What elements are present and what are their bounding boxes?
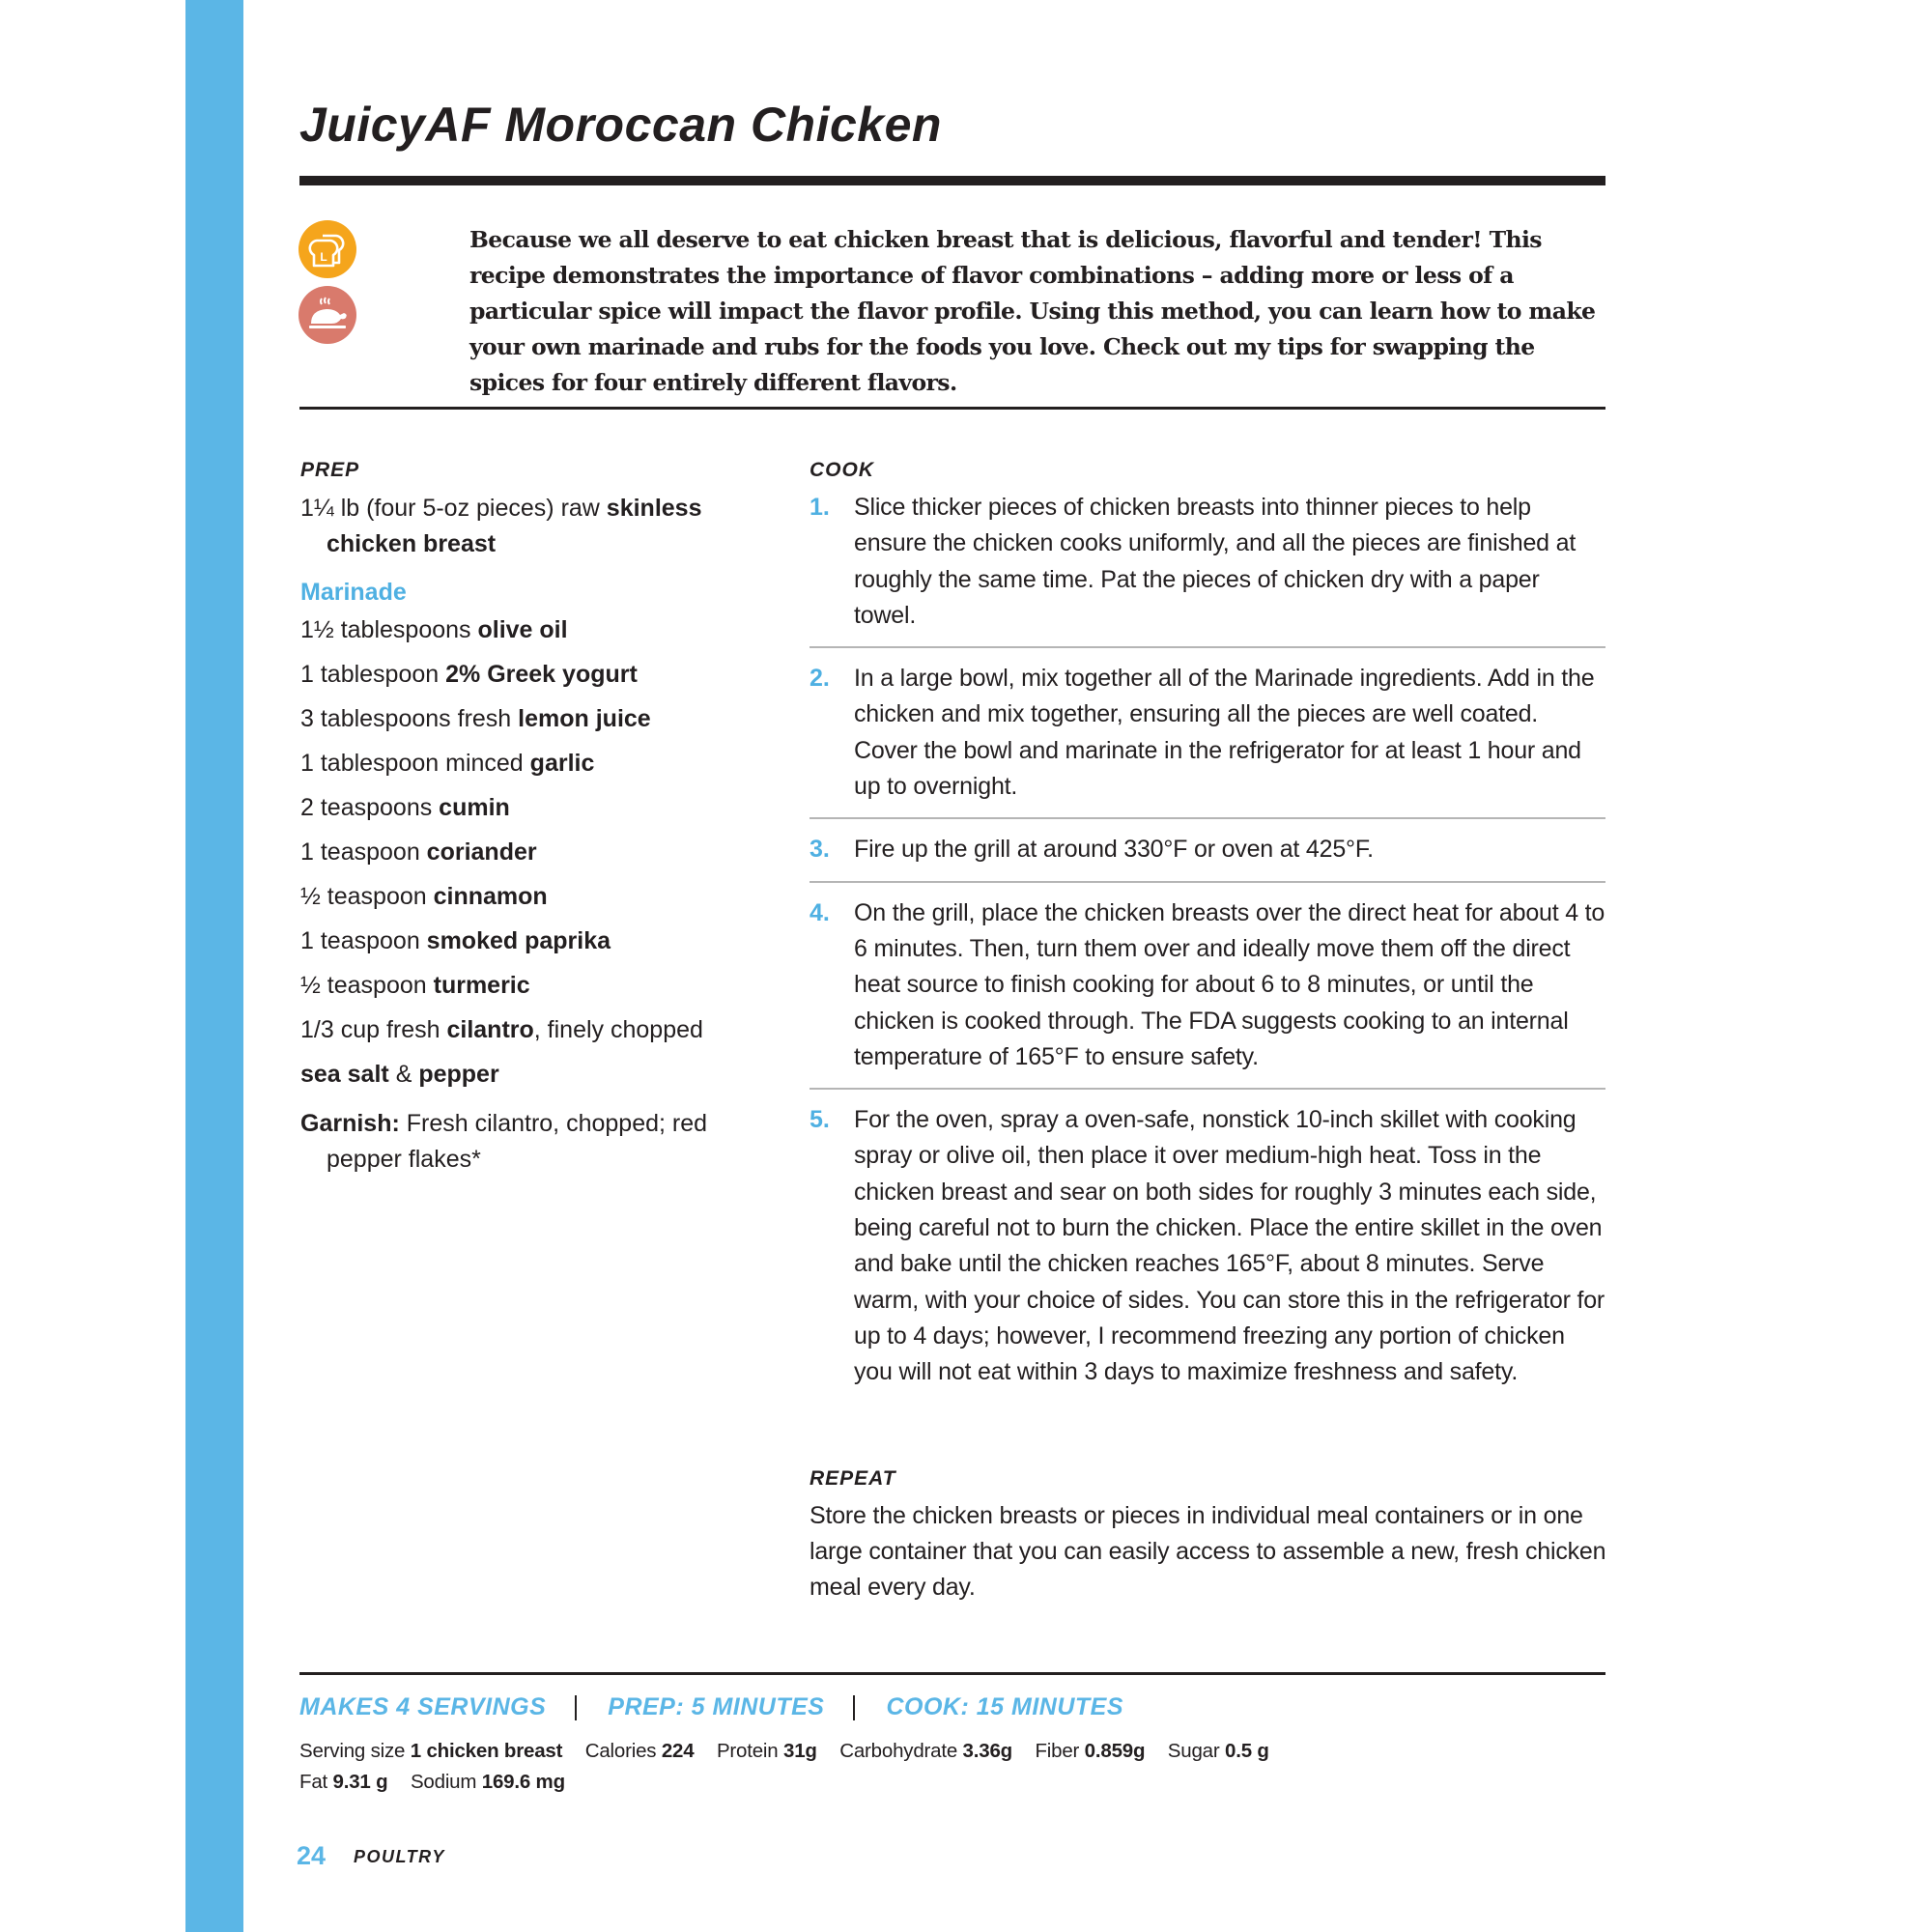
step-text: On the grill, place the chicken breasts over the direct heat for about 4 to 6 minutes. Then, turn them over and ideally move them off the direct heat source to finish cooking for about 6 to 8 minutes, or until the chicken is cooked through. The FDA suggests cooking to an internal temperature of 165°F to ensure safety. bbox=[854, 898, 1605, 1070]
nutrition-item: Sodium 169.6 mg bbox=[410, 1771, 565, 1793]
marinade-list bbox=[300, 612, 764, 1048]
marinade-ingredient: 1 teaspoon smoked paprika bbox=[300, 927, 611, 954]
marinade-heading: Marinade bbox=[300, 579, 407, 606]
lunch-letter: L bbox=[320, 250, 327, 264]
nutrition-item: Sugar 0.5 g bbox=[1167, 1740, 1269, 1762]
nutrition-item: Protein 31g bbox=[716, 1740, 817, 1762]
ingredients-list bbox=[300, 491, 764, 1186]
recipe-intro: Because we all deserve to eat chicken breast that is delicious, flavorful and tender! This recipe demonstrates the importance of flavor combinations – adding more or less of a particular spice will impact the flavor profile. Using this method, you can learn how to make your own marinade and rubs for the foods you love. Check out my tips for swapping the spices for four entirely different flavors. bbox=[469, 226, 1596, 396]
intro-divider bbox=[299, 407, 1605, 410]
step-text: In a large bowl, mix together all of the Marinade ingredients. Add in the chicken and mix together, ensuring all the pieces are well coated. Cover the bowl and marinate in the refrigerator for at least 1 hour and up to overnight. bbox=[854, 665, 1595, 801]
marinade-ingredient: ½ teaspoon cinnamon bbox=[300, 883, 548, 910]
step-text: For the oven, spray a oven-safe, nonstick 10-inch skillet with cooking spray or olive oil, then place it over medium-high heat. Toss in the chicken breast and sear on both sides for roughly 3 minutes each side, being careful not to burn the chicken. Place the entire skillet in the oven and bake until the chicken reaches 165°F, about 8 minutes. Serve warm, with your choice of sides. You can store this in the refrigerator for up to 4 days; however, I recommend freezing any portion of chicken you will not eat within 3 days to maximize freshness and safety. bbox=[854, 1106, 1605, 1386]
page-section: POULTRY bbox=[354, 1847, 445, 1866]
footer-divider bbox=[299, 1672, 1605, 1675]
cook-time: COOK: 15 MINUTES bbox=[886, 1693, 1124, 1720]
cook-step bbox=[810, 832, 1605, 882]
nutrition-item: Calories 224 bbox=[584, 1740, 695, 1762]
marinade-ingredient: 2 teaspoons cumin bbox=[300, 794, 510, 821]
cook-heading: COOK bbox=[810, 459, 874, 481]
step-text: Slice thicker pieces of chicken breasts into thinner pieces to help ensure the chicken cooks uniformly, and all the pieces are finished at roughly the same time. Pat the pieces of chicken dry with a paper towel. bbox=[854, 494, 1577, 629]
roast-chicken-icon bbox=[305, 295, 350, 335]
marinade-ingredient: 1½ tablespoons olive oil bbox=[300, 616, 568, 643]
servings: MAKES 4 SERVINGS bbox=[299, 1693, 547, 1720]
prep-heading: PREP bbox=[300, 459, 360, 481]
cook-step bbox=[810, 490, 1605, 648]
cook-step bbox=[810, 661, 1605, 819]
meta-separator bbox=[575, 1695, 577, 1720]
cook-step bbox=[810, 1102, 1605, 1403]
nutrition-item: Carbohydrate 3.36g bbox=[839, 1740, 1012, 1762]
poultry-icon bbox=[298, 286, 356, 344]
marinade-ingredient: ½ teaspoon turmeric bbox=[300, 972, 530, 999]
step-number: 5. bbox=[810, 1106, 830, 1134]
repeat-heading: REPEAT bbox=[810, 1467, 896, 1490]
marinade-ingredient: 1 tablespoon 2% Greek yogurt bbox=[300, 661, 638, 688]
recipe-meta bbox=[299, 1693, 1123, 1721]
prep-time: PREP: 5 MINUTES bbox=[608, 1693, 825, 1720]
nutrition-facts bbox=[299, 1736, 1459, 1798]
repeat-text: Store the chicken breasts or pieces in individual meal containers or in one large container that you can easily access to assemble a new, fresh chicken meal every day. bbox=[810, 1502, 1606, 1601]
ingredient-seasoning: sea salt & pepper bbox=[300, 1061, 499, 1088]
step-number: 2. bbox=[810, 665, 830, 693]
step-number: 3. bbox=[810, 836, 830, 864]
page-number: 24 bbox=[297, 1841, 327, 1870]
bread-icon bbox=[308, 230, 347, 269]
marinade-ingredient: 1/3 cup fresh cilantro, finely chopped bbox=[300, 1016, 703, 1043]
lunch-bread-icon bbox=[298, 220, 356, 278]
title-divider bbox=[299, 176, 1605, 185]
garnish: Garnish: Fresh cilantro, chopped; red pepper flakes* bbox=[300, 1110, 708, 1173]
cook-steps bbox=[810, 490, 1605, 1416]
ingredient-main: 1¼ lb (four 5-oz pieces) raw skinless chicken breast bbox=[300, 495, 702, 557]
accent-side-bar bbox=[185, 0, 243, 1932]
cook-step bbox=[810, 895, 1605, 1090]
marinade-ingredient: 1 teaspoon coriander bbox=[300, 838, 537, 866]
step-number: 1. bbox=[810, 494, 830, 521]
recipe-title: JuicyAF Moroccan Chicken bbox=[299, 98, 942, 152]
step-text: Fire up the grill at around 330°F or oven at 425°F. bbox=[854, 836, 1374, 864]
nutrition-item: Fat 9.31 g bbox=[299, 1771, 388, 1793]
marinade-ingredient: 1 tablespoon minced garlic bbox=[300, 750, 595, 777]
step-number: 4. bbox=[810, 898, 830, 926]
nutrition-item: Serving size 1 chicken breast bbox=[299, 1740, 563, 1762]
nutrition-item: Fiber 0.859g bbox=[1035, 1740, 1146, 1762]
meta-separator bbox=[853, 1695, 855, 1720]
marinade-ingredient: 3 tablespoons fresh lemon juice bbox=[300, 705, 651, 732]
